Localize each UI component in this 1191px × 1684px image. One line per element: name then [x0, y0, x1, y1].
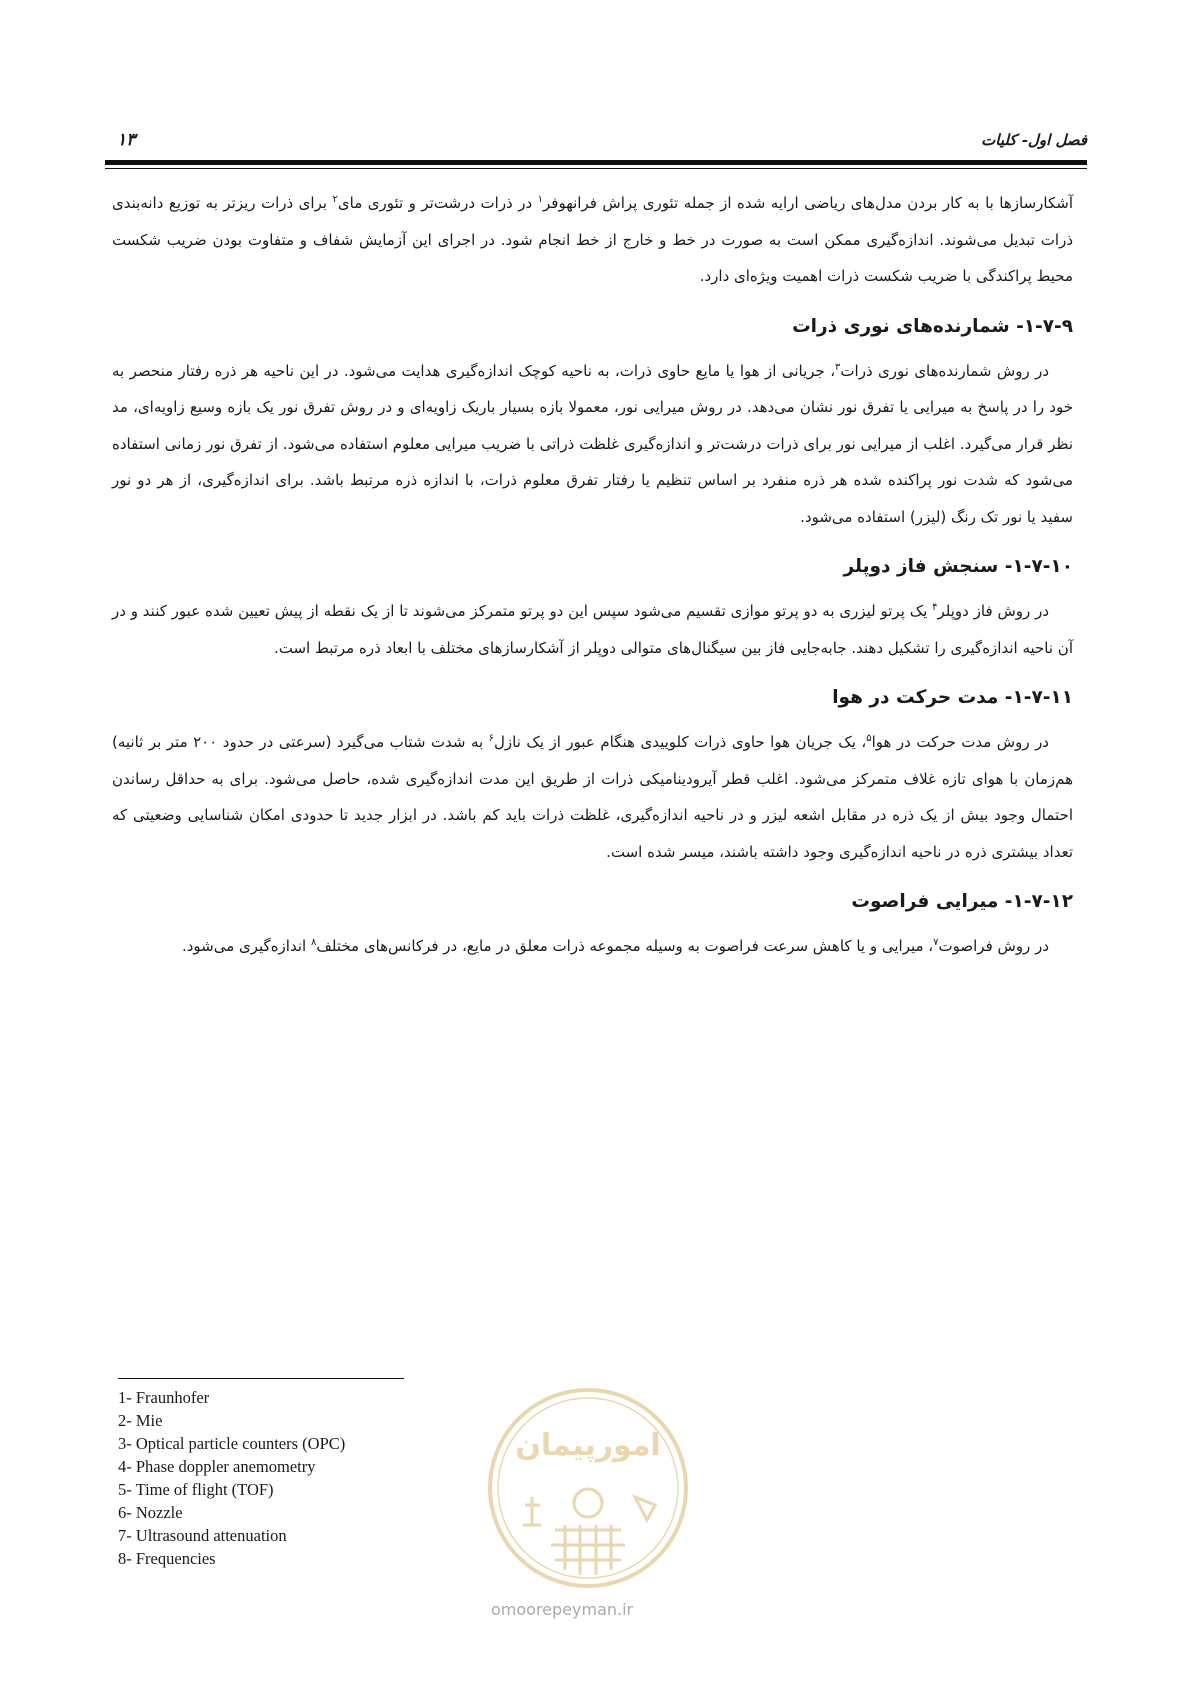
footnote-ref[interactable]: ۲	[332, 194, 338, 205]
footnote-item: 8- Frequencies	[118, 1549, 216, 1568]
section-heading: ۱-۷-۱۲- میرایی فراصوت	[851, 891, 1073, 912]
footnote-ref[interactable]: ۷	[933, 937, 939, 948]
footnote-item: 7- Ultrasound attenuation	[118, 1526, 287, 1545]
section-paragraph: در روش فراصوت$^۷$، میرایی و یا کاهش سرعت فراصوت به وسیله مجموعه ذرات معلق در مایع، در فرکانس‌های مختلف$^۸$ اندازه‌گیری می‌شود.	[181, 937, 1049, 955]
footnote-ref[interactable]: ۴	[932, 602, 938, 613]
header-rule-thin	[105, 168, 1087, 169]
section-paragraph: در روش مدت حرکت در هوا$^۵$، یک جریان هوا حاوی ذرات کلوییدی هنگام عبور از یک نازل$^۶$ به شدت شتاب می‌گیرد (سرعتی در حدود ۲۰۰ متر بر ثانیه) هم‌زمان با هوای تازه غلاف متمرکز می‌شود. اغلب قطر آیرودینامیکی ذرات از طریق این مدت اندازه‌گیری شده، حاصل می‌شود. برای به حداقل رساندن احتمال وجود بیش از یک ذره در مقابل اشعه لیزر و در ناحیه اندازه‌گیری، غلظت ذرات باید کم باشد. در ابزار جدید تا حدودی امکان شناسایی وضعیتی که تعداد بیشتری ذره در ناحیه اندازه‌گیری وجود داشته باشند، میسر شده است.	[112, 733, 1073, 861]
seal-text: امورپیمان	[515, 1428, 661, 1463]
footnote-item: 5- Time of flight (TOF)	[118, 1480, 274, 1499]
section-heading: ۱-۷-۱۱- مدت حرکت در هوا	[832, 687, 1073, 708]
footnote-item: 2- Mie	[118, 1411, 163, 1430]
footnote-item: 6- Nozzle	[118, 1503, 183, 1522]
footnote-item: 4- Phase doppler anemometry	[118, 1457, 316, 1476]
page-header	[105, 126, 1087, 162]
footnote-ref[interactable]: ۶	[488, 733, 495, 744]
watermark-website: omoorepeyman.ir	[491, 1600, 634, 1619]
footnote-item: 1- Fraunhofer	[118, 1388, 210, 1407]
footnote-ref[interactable]: ۸	[310, 937, 317, 948]
section-paragraph: در روش فاز دوپلر$^۴$ یک پرتو لیزری به دو پرتو موازی تقسیم می‌شود سپس این دو پرتو متمرکز می‌شوند تا از یک نقطه از پیش تعیین شده عبور کنند و در آن ناحیه اندازه‌گیری را تشکیل دهند. جابه‌جایی فاز بین سیگنال‌های متوالی دوپلر از آشکارسازهای مختلف با ابعاد ذره مرتبط است.	[112, 602, 1073, 657]
section-heading: ۱-۷-۹- شمارنده‌های نوری ذرات	[792, 315, 1073, 337]
footnote-separator	[118, 1378, 404, 1379]
section-paragraph: در روش شمارنده‌های نوری ذرات$^۳$، جریانی از هوا یا مایع حاوی ذرات، به ناحیه کوچک اندازه‌گیری هدایت می‌شود. در این ناحیه هر ذره رفتار منحصر به خود را در پاسخ به میرایی یا تفرق نور نشان می‌دهد. در روش میرایی نور، معمولا بازه بسیار باریک زاویه‌ای و در روش تفرق نور یک بازه وسیع زاویه‌ای، مد نظر قرار می‌گیرد. اغلب از میرایی نور برای ذرات درشت‌تر و اندازه‌گیری غلظت ذراتی با ضریب میرایی معلوم استفاده می‌شود. از تفرق نور زمانی استفاده می‌شود که شدت نور پراکنده شده هر ذره منفرد بر اساس تنظیم یا رفتار تفرق معلوم ذرات، با اندازه ذره مرتبط باشد. برای اندازه‌گیری، از هر دو نور سفید یا نور تک رنگ (لیزر) استفاده می‌شود.	[112, 361, 1073, 526]
footnote-ref[interactable]: ۳	[835, 361, 841, 373]
page-number: ۱۳	[117, 130, 136, 150]
section-heading: ۱-۷-۱۰- سنجش فاز دوپلر	[843, 556, 1073, 577]
chapter-title: فصل اول- کلیات	[981, 131, 1087, 149]
footnotes	[118, 1386, 345, 1570]
footnote-item: 3- Optical particle counters (OPC)	[118, 1434, 346, 1453]
page-body	[112, 185, 1073, 965]
footnote-ref[interactable]: ۵	[866, 733, 872, 744]
header-rule-thick	[105, 160, 1087, 165]
footnote-ref[interactable]: ۱	[537, 194, 543, 205]
intro-paragraph: آشکارسازها با به کار بردن مدل‌های ریاضی ارایه شده از جمله تئوری پراش فرانهوفر$^۱$ در ذرات درشت‌تر و تئوری مای$^۲$ برای ذرات ریزتر به توزیع دانه‌بندی ذرات تبدیل می‌شوند. اندازه‌گیری ممکن است به صورت در خط و خارج از خط انجام شود. در اجرای این آزمایش شفاف و متفاوت بودن ضریب شکست محیط پراکندگی با ضریب شکست ذرات اهمیت ویژه‌ای دارد.	[112, 194, 1073, 285]
watermark-seal-icon	[485, 1385, 691, 1591]
